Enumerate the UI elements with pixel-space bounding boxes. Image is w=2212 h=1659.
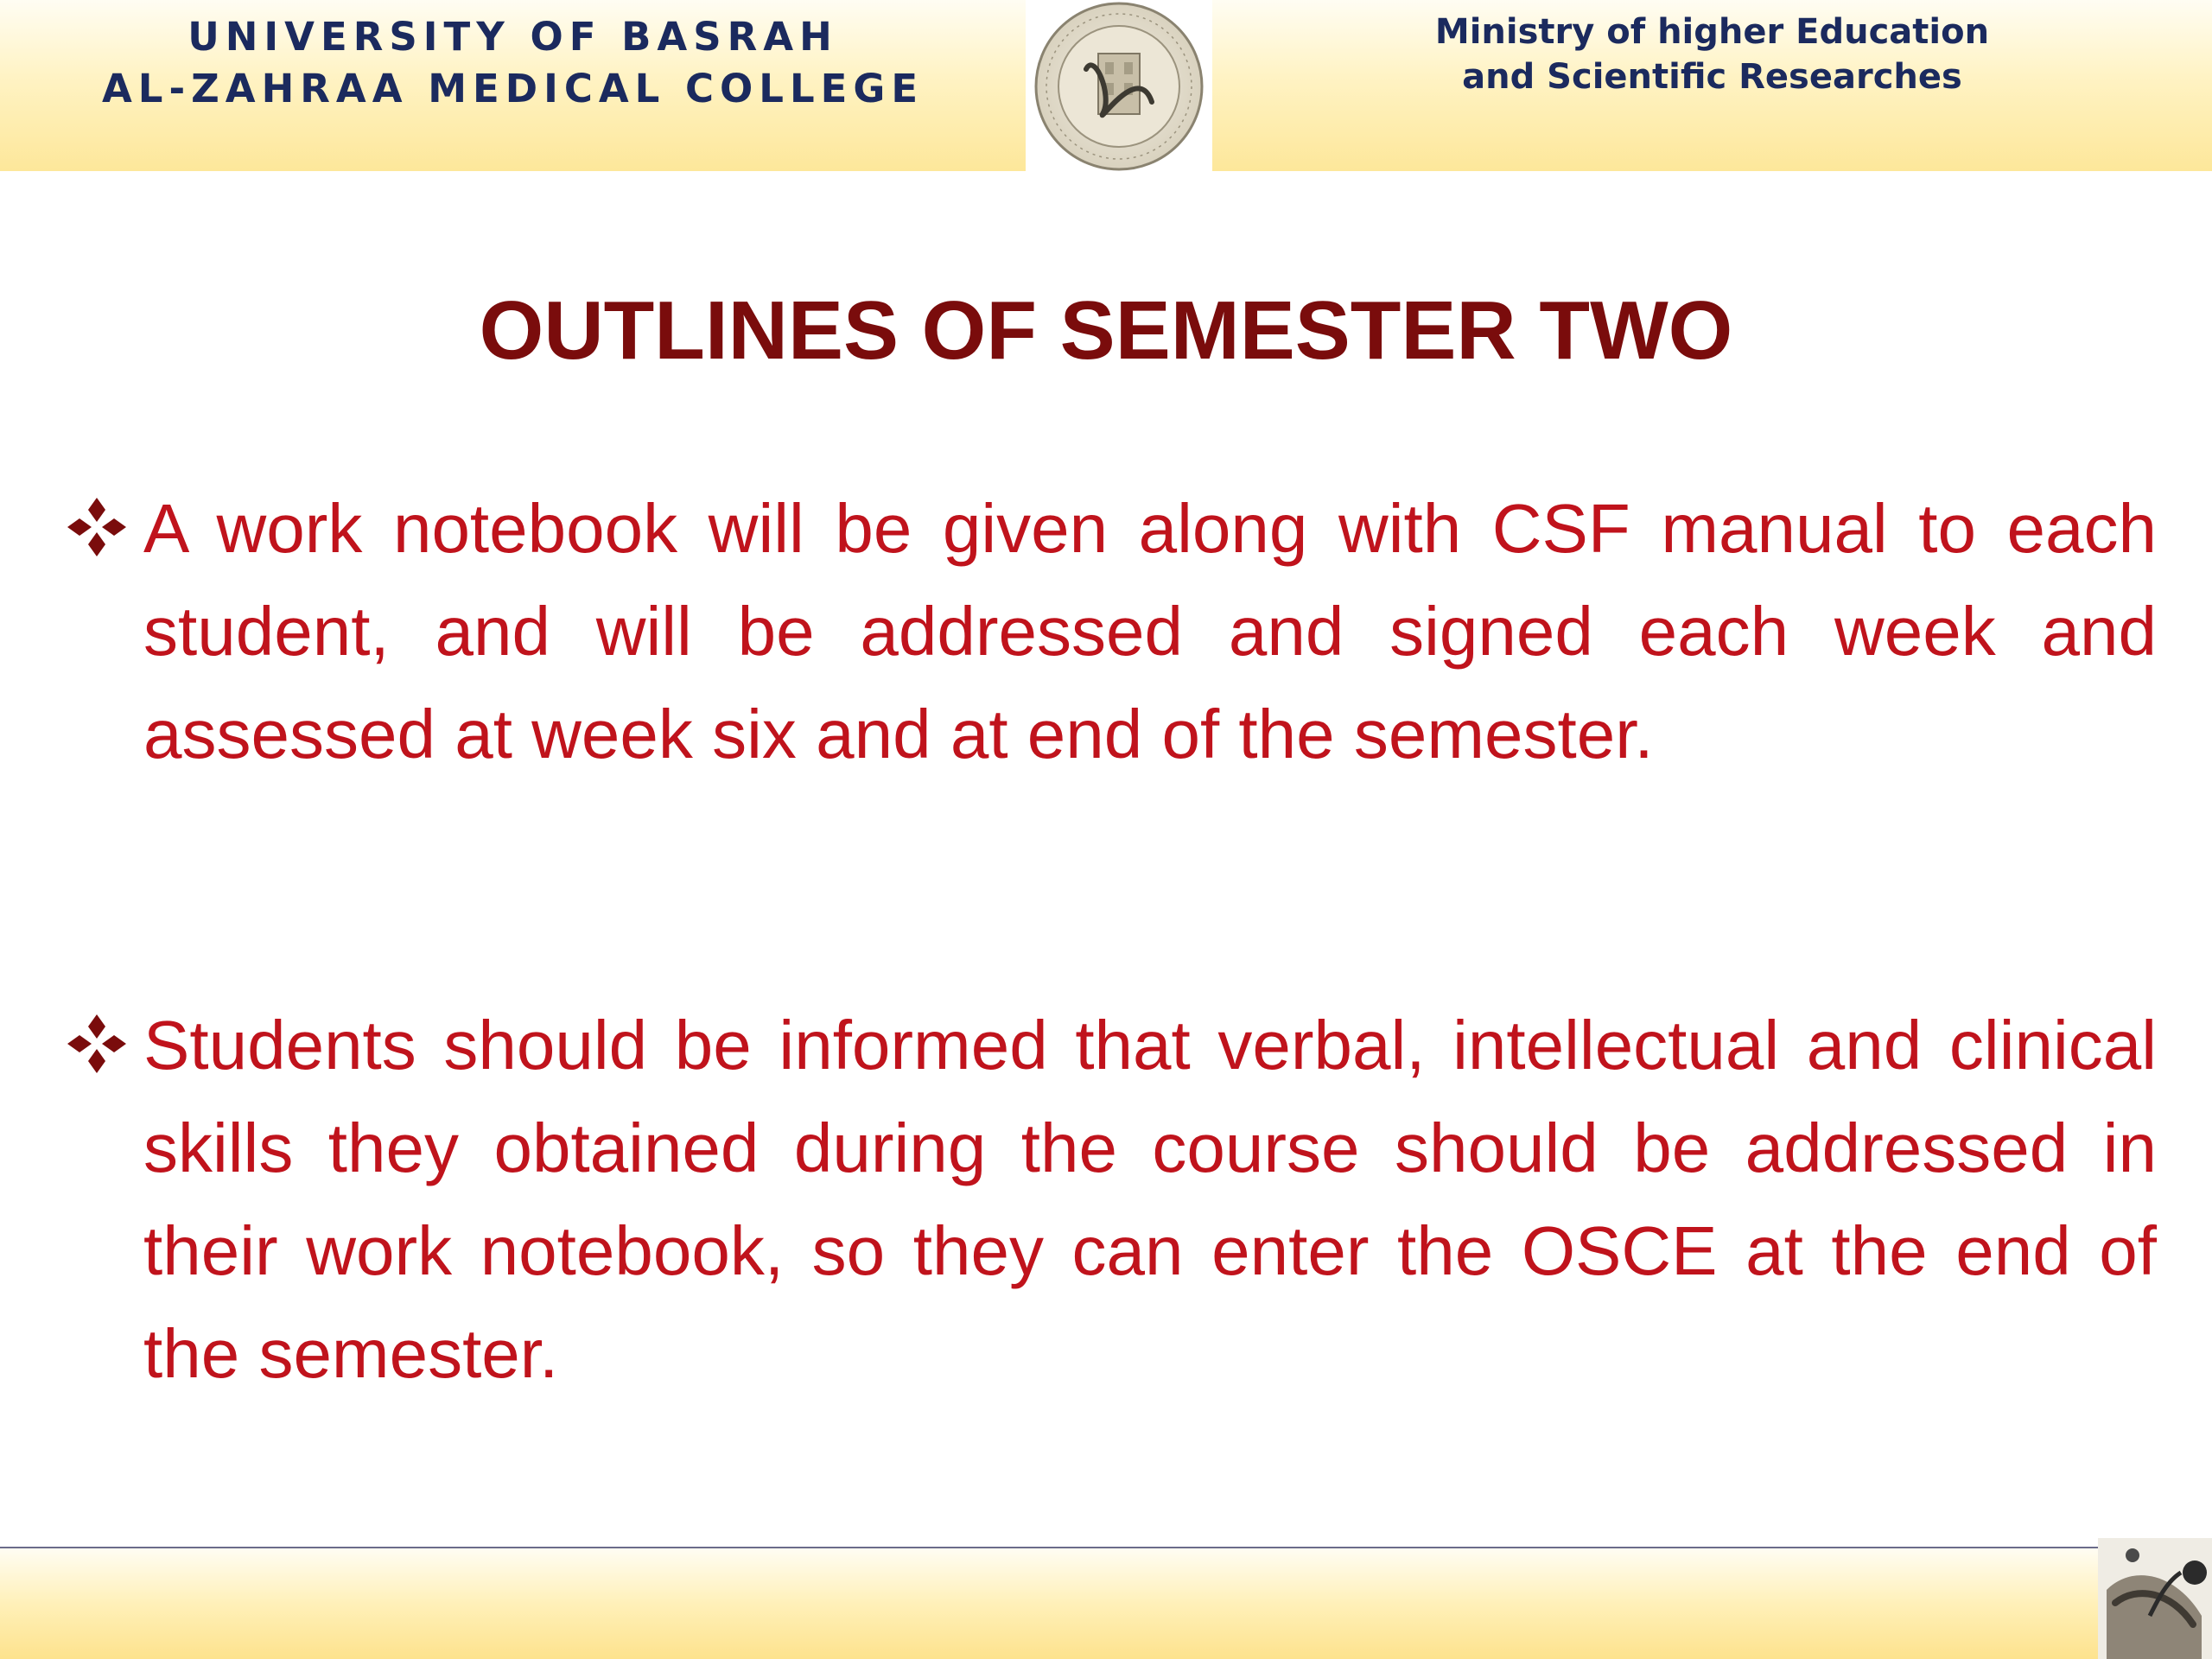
footer-band (0, 1547, 2098, 1659)
university-name: UNIVERSITY OF BASRAH (188, 14, 838, 60)
ministry-name-continued: and Scientific Researches (1462, 57, 1962, 97)
diamond-bullet-icon (64, 1011, 130, 1077)
bullet-text-2: Students should be informed that verbal, intellectual and clinical skills they obtained during the course should be addressed in their work notebook, so they can enter the OSCE at the end of the semester. (143, 1007, 2157, 1392)
slide-title: OUTLINES OF SEMESTER TWO (479, 284, 1733, 377)
bullet-item-1 (143, 477, 2157, 785)
bullet-item-2 (143, 994, 2157, 1405)
college-name: AL-ZAHRAA MEDICAL COLLEGE (101, 66, 925, 111)
blood-pressure-cuff-icon (2098, 1538, 2212, 1659)
diamond-bullet-icon (64, 494, 130, 560)
bullet-text-1: A work notebook will be given along with CSF manual to each student, and will be addressed and signed each week and assessed at week six and at end of the semester. (143, 490, 2157, 772)
ministry-name: Ministry of higher Education (1434, 12, 1990, 52)
college-seal-icon (1026, 0, 1212, 171)
